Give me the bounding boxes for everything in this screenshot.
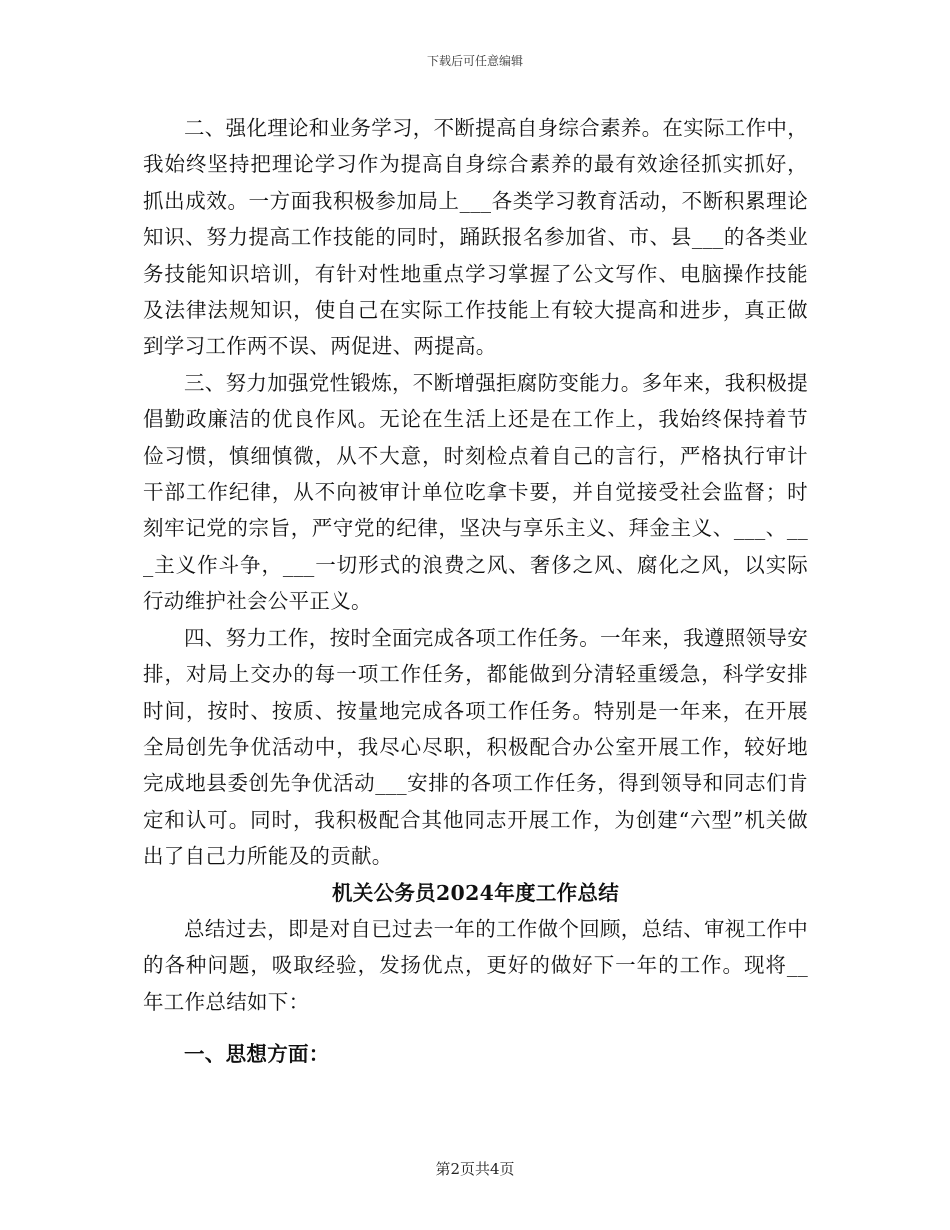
paragraph-integrity: 三、努力加强党性锻炼，不断增强拒腐防变能力。多年来，我积极提倡勤政廉洁的优良作风。无论在生活上还是在工作上，我始终保持着节俭习惯，慎细慎微，从不大意，时刻检点着自己的言行，严格执行审计干部工作纪律，从不向被审计单位吃拿卡要，并自觉接受社会监督；时刻牢记党的宗旨，严守党的纪律，坚决与享乐主义、拜金主义、___、___主义作斗争，___一切形式的浪费之风、奢侈之风、腐化之风，以实际行动维护社会公平正义。	[143, 370, 808, 614]
document-body	[143, 110, 808, 1073]
section-heading-thought: 一、思想方面：	[184, 1042, 330, 1067]
paragraph-work-tasks: 四、努力工作，按时全面完成各项工作任务。一年来，我遵照领导安排，对局上交办的每一项工作任务，都能做到分清轻重缓急，科学安排时间，按时、按质、按量地完成各项工作任务。特别是一年来，在开展全局创先争优活动中，我尽心尽职，积极配合办公室开展工作，较好地完成地县委创先争优活动___安排的各项工作任务，得到领导和同志们肯定和认可。同时，我积极配合其他同志开展工作，为创建“六型”机关做出了自己力所能及的贡献。	[143, 625, 808, 869]
paragraph-study: 二、强化理论和业务学习，不断提高自身综合素养。在实际工作中，我始终坚持把理论学习作为提高自身综合素养的最有效途径抓实抓好，抓出成效。一方面我积极参加局上___各类学习教育活动，不断积累理论知识、努力提高工作技能的同时，踊跃报名参加省、市、县___的各类业务技能知识培训，有针对性地重点学习掌握了公文写作、电脑操作技能及法律法规知识，使自己在实际工作技能上有较大提高和进步，真正做到学习工作两不误、两促进、两提高。	[143, 116, 808, 359]
paragraph-intro: 总结过去，即是对自已过去一年的工作做个回顾，总结、审视工作中的各种问题，吸取经验，发扬优点，更好的做好下一年的工作。现将__年工作总结如下：	[143, 916, 808, 1014]
page-header-note: 下载后可任意编辑	[426, 54, 523, 68]
page-number: 第2页共4页	[435, 1160, 515, 1178]
document-title: 机关公务员2024年度工作总结	[331, 880, 620, 905]
